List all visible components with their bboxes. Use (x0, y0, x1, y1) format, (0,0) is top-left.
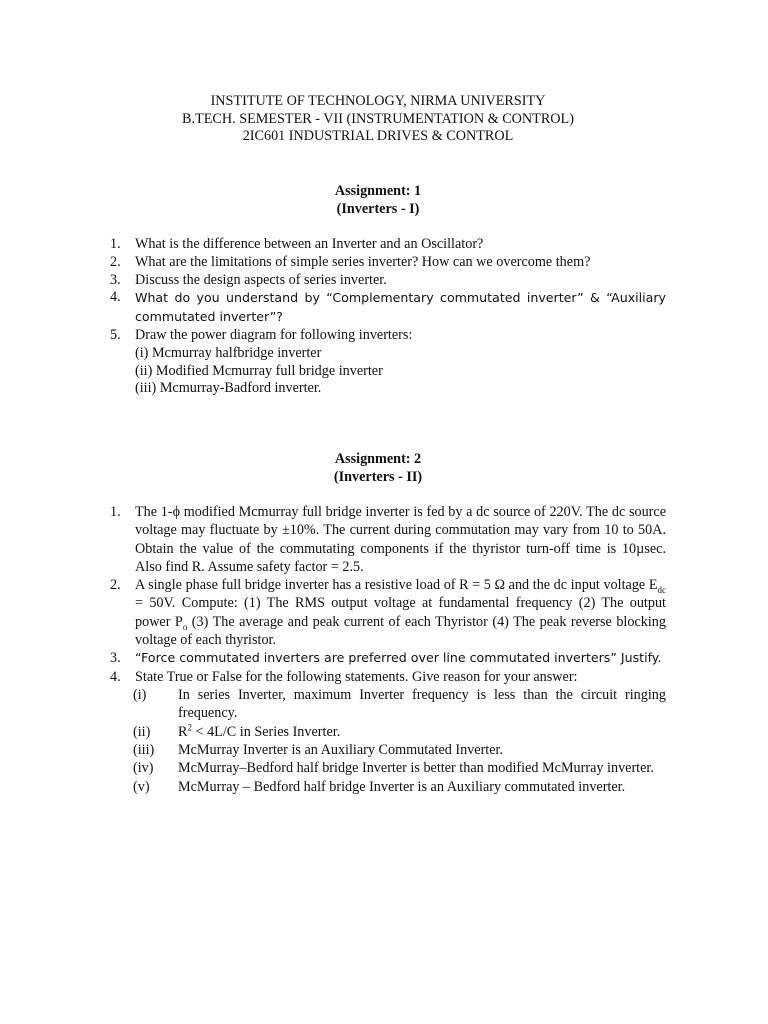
tf-item: (i) In series Inverter, maximum Inverter frequency is less than the circuit ringing frequency. (133, 686, 666, 722)
list-item: 1. The 1-ϕ modified Mcmurray full bridge inverter is fed by a dc source of 220V. The dc source voltage may fluctuate by ±10%. The current during commutation may vary from 10 to 50A. Obtain the value of the commutating components if the thyristor turn-off time is 10µsec. Also find R. Assume safety factor = 2.5. (110, 504, 666, 575)
true-false-list (110, 686, 666, 798)
sub-item: (iii) Mcmurray-Badford inverter. (135, 380, 322, 397)
list-item: 4. State True or False for the following statements. Give reason for your answer: (i) In series Inverter, maximum Inverter frequency is less than the circuit ringing frequency. (ii) $R^2 < 4L/C$ in Series Inverter. (iii) McMurray Inverter is an Auxiliary Commutated Inverter. (iv) McMurray–Bedford half bridge Inverter is better than modified McMurray inverter. (v) McMurray – Bedford half bridge Inverter is an Auxiliary commutated inverter. (110, 668, 666, 799)
tf-item: (iii) McMurray Inverter is an Auxiliary Commutated Inverter. (133, 741, 504, 758)
sub-list (135, 345, 666, 398)
document-header (0, 93, 756, 146)
assignment-2-heading (0, 450, 756, 486)
assignment-2-subtitle: (Inverters - II) (333, 469, 423, 485)
program-line: B.TECH. SEMESTER - VII (INSTRUMENTATION & CONTROL) (182, 110, 574, 127)
tf-item: (ii) $R^2 < 4L/C$ in Series Inverter. (133, 721, 341, 740)
assignment-1-subtitle: (Inverters - I) (336, 201, 420, 217)
assignment-2-questions (110, 503, 666, 798)
sub-item: (ii) Modified Mcmurray full bridge inverter (135, 362, 383, 379)
list-item: 2. What are the limitations of simple series inverter? How can we overcome them? (110, 253, 591, 270)
sub-item: (i) Mcmurray halfbridge inverter (135, 344, 322, 361)
assignment-1-heading (0, 182, 756, 218)
assignment-1-questions (110, 236, 666, 398)
list-item: 1. What is the difference between an Inverter and an Oscillator? (110, 236, 484, 252)
list-item: 4. What do you understand by “Complementary commutated inverter” & “Auxiliary commutated inverter”? (110, 289, 666, 325)
list-item: 3. “Force commutated inverters are preferred over line commutated inverters” Justify. (110, 650, 662, 667)
list-item: 2. A single phase full bridge inverter has a resistive load of R = 5 Ω and the dc input voltage $E_{dc} = 50V$. Compute: (1) The RMS output voltage at fundamental frequency (2) The output power $P_o$ (3) The average and peak current of each Thyristor (4) The peak reverse blocking voltage of each thyristor. (110, 577, 666, 649)
list-item: 5. Draw the power diagram for following inverters: (i) Mcmurray halfbridge inverter (ii) Modified Mcmurray full bridge inverter (iii) Mcmurray-Badford inverter. (110, 327, 666, 398)
assignment-1-title: Assignment: 1 (334, 183, 422, 199)
assignment-2-title: Assignment: 2 (334, 451, 422, 467)
course-line: 2IC601 INDUSTRIAL DRIVES & CONTROL (242, 128, 514, 144)
tf-item: (iv) McMurray–Bedford half bridge Inverter is better than modified McMurray inverter. (133, 760, 654, 777)
tf-item: (v) McMurray – Bedford half bridge Inverter is an Auxiliary commutated inverter. (133, 779, 626, 796)
institute-name: INSTITUTE OF TECHNOLOGY, NIRMA UNIVERSITY (210, 93, 546, 109)
list-item: 3. Discuss the design aspects of series inverter. (110, 271, 387, 288)
